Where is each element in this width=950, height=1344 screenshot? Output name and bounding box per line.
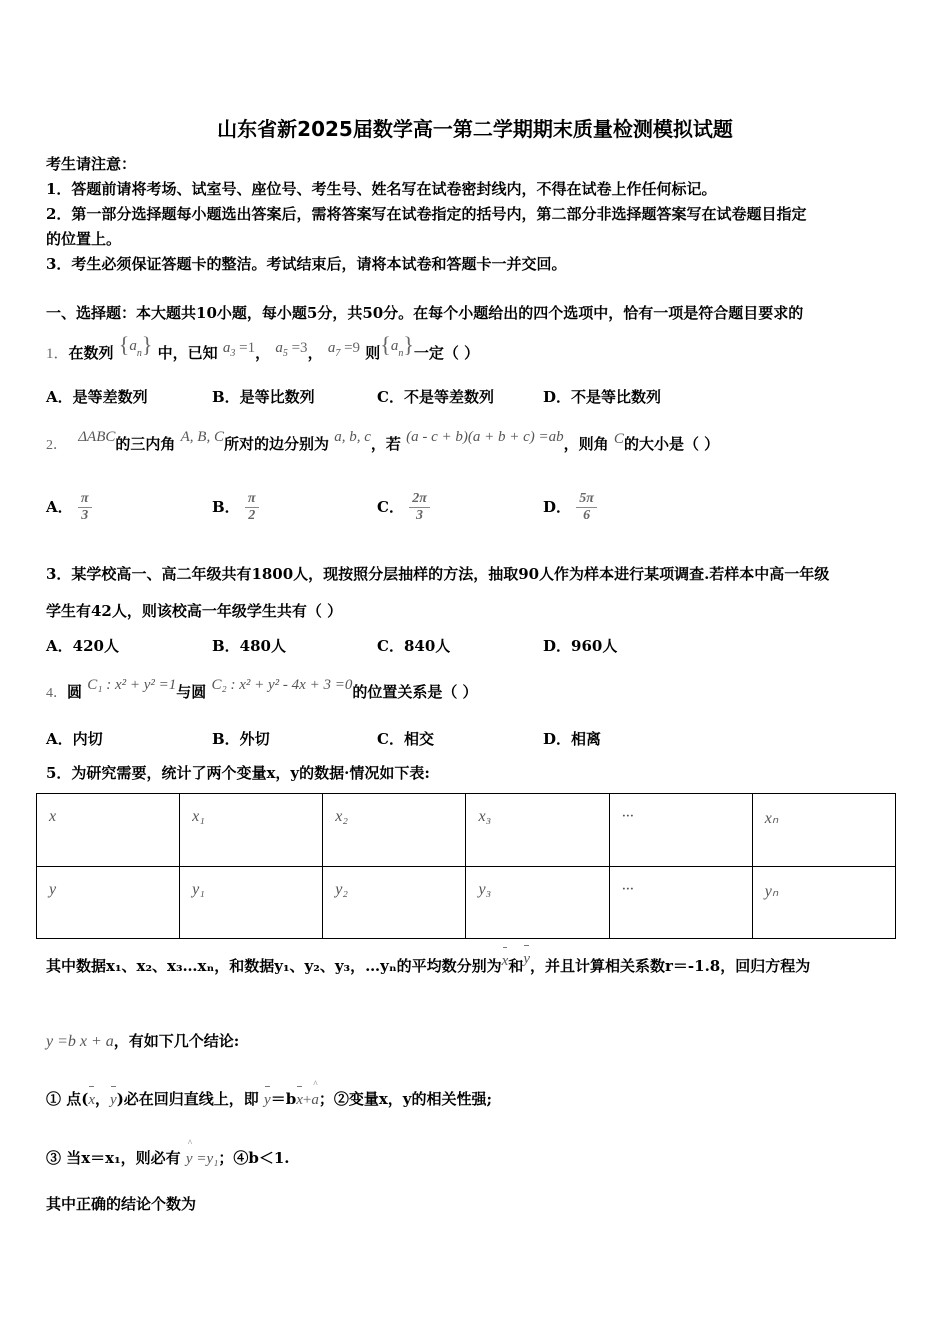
q1-text-3: 则 [365,344,381,362]
table-cell [37,794,180,867]
q5-c1-ybar: y [110,1092,117,1108]
q3-option-d[interactable]: D．960人 [543,637,618,655]
q5-para-1 [46,951,811,976]
q5-conclusion-1-2 [46,1088,492,1109]
q5-ybar: y [523,951,530,967]
q2-text-3: ，若 [370,435,401,453]
q2-option-b-frac [245,491,259,524]
notice-item-2: 2．第一部分选择题每小题选出答案后，需将答案写在试卷指定的括号内，第二部分非选择题答案写在试卷题目指定 [46,205,807,223]
table-cell [466,866,609,939]
q2-angles: A, B, C [180,429,224,445]
q2-option-c-label: C． [377,498,404,516]
q2-option-a-den: 3 [81,508,89,523]
q1-option-d[interactable]: D．不是等比数列 [543,388,662,406]
q5-xbar: x [501,953,509,969]
q2-option-d-den: 6 [583,508,591,523]
q2-option-c[interactable] [377,486,430,524]
q4-stem [46,677,478,702]
notice-heading: 考生请注意： [46,155,137,173]
q3-line-2: 学生有42人，则该校高一年级学生共有（ ） [46,602,343,620]
q1-text-2: 中，已知 [157,344,218,362]
cell-y2: y₂ [335,880,348,898]
q2-option-a-frac [78,491,92,524]
q2-option-d[interactable] [543,486,597,524]
table-cell [323,794,466,867]
q5-regression-line [46,1030,239,1051]
q1-seq-2-sub: n [398,348,404,359]
cell-xn: xₙ [764,810,779,827]
q2-option-c-den: 3 [416,508,424,523]
q4-text-2: 与圆 [176,683,207,701]
q4-option-b[interactable]: B．外切 [212,730,270,748]
q4-option-d[interactable]: D．相离 [543,730,602,748]
q3-option-a[interactable]: A．420人 [46,637,119,655]
q1-cond-1-sub: 3 [230,348,236,359]
q5-regression-tail: ，有如下几个结论: [113,1032,240,1050]
table-row-y [37,866,896,939]
table-cell [37,866,180,939]
q2-text-5: 的大小是（ ） [623,435,720,453]
q4-circle-1: C₁ : x² + y² =1 [87,677,177,693]
q1-option-b[interactable]: B．是等比数列 [212,388,315,406]
q3-option-b[interactable]: B．480人 [212,637,286,655]
q2-option-a-label: A． [46,498,73,516]
table-cell [609,794,752,867]
q2-option-b-label: B． [212,498,240,516]
q2-text-4: ，则角 [563,435,609,453]
q5-c1-c: )必在回归直线上，即 [116,1090,259,1108]
table-cell [752,794,895,867]
q5-para-1-tail: ，并且计算相关系数r＝-1.8，回归方程为 [530,957,811,975]
cell-x-ellipsis: ··· [621,808,634,825]
q1-cond-3: a [327,340,336,356]
q2-option-c-frac [409,491,430,524]
q5-c1-f: ；②变量x，y的相关性强; [318,1090,493,1108]
q5-c1-ybar-2: y [264,1092,271,1108]
q5-c1-ahat: ^ a [311,1092,319,1109]
q4-number: 4． [46,686,67,701]
q2-option-b[interactable] [212,486,259,524]
table-cell [180,794,323,867]
q1-cond-1: a [222,340,231,356]
cell-x2: x₂ [335,808,348,825]
cell-x-label: x [49,808,57,825]
q5-conclusion-3-4 [46,1147,289,1168]
q2-option-d-label: D． [543,498,572,516]
q5-c1-xbar: x [88,1092,95,1108]
q5-c1-d: ＝b [270,1090,297,1108]
section1-heading: 一、选择题：本大题共10小题，每小题5分，共50分。在每个小题给出的四个选项中，恰有一项是符合题目要求的 [46,304,804,322]
data-table [36,793,896,939]
cell-x3: x₃ [478,808,492,825]
notice-item-2-cont: 的位置上。 [46,230,122,248]
table-cell [466,794,609,867]
q1-seq-sub: n [136,348,142,359]
q2-angle-c: C [613,431,624,447]
q1-seq: a [129,338,137,354]
q2-number: 2． [46,438,67,453]
q3-line-1: 3．某学校高一、高二年级共有1800人，现按照分层抽样的方法，抽取90人作为样本进行某项调查.若样本中高一年级 [46,565,830,583]
q2-triangle: ΔABC [78,429,116,445]
page-title: 山东省新2025届数学高一第二学期期末质量检测模拟试题 [217,117,733,141]
table-cell [609,866,752,939]
q1-sep-1: ， [255,344,271,362]
q1-cond-2-eq: =3 [287,340,308,356]
q1-cond-1-eq: =1 [235,340,256,356]
q5-para-1-text: 其中数据x₁、x₂、x₃…xₙ，和数据y₁、y₂、y₃，…yₙ的平均数分别为 [46,957,502,975]
table-cell [180,866,323,939]
q2-option-d-num: 5π [576,491,597,508]
q4-circle-2: C₂ : x² + y² - 4x + 3 =0 [211,677,353,693]
table-cell [752,866,895,939]
table-row-x [37,794,896,867]
q2-condition: (a - c + b)(a + b + c) =ab [406,429,564,445]
table-cell [323,866,466,939]
q1-option-a[interactable]: A．是等差数列 [46,388,148,406]
q1-seq-2: a [390,338,399,354]
q1-cond-3-eq: =9 [340,340,361,356]
q2-text-1: 的三内角 [115,435,176,453]
cell-y3: y₃ [478,880,492,898]
q2-stem [46,429,720,454]
q1-sep-2: ， [307,344,323,362]
q5-c1-b: ， [95,1090,111,1108]
q5-intro: 5．为研究需要，统计了两个变量x，y的数据·情况如下表: [46,764,430,782]
q2-option-c-num: 2π [409,491,430,508]
q1-text-4: 一定（ ） [413,344,480,362]
q1-number: 1． [46,346,69,362]
q2-option-d-frac [576,491,597,524]
q5-regression-equation: y =b x + a [46,1033,114,1050]
cell-x1: x₁ [192,808,205,825]
q4-option-a[interactable]: A．内切 [46,730,103,748]
q2-option-a[interactable] [46,486,92,524]
q2-sides: a, b, c [334,429,371,445]
q2-option-b-num: π [245,491,259,508]
q5-c3-equation: ^ y =y₁ [186,1151,218,1168]
q2-text-2: 所对的边分别为 [223,435,329,453]
q5-and: 和 [508,957,524,975]
q1-cond-2: a [275,340,283,356]
q5-c1-xbar-2: x [296,1092,303,1108]
cell-y-label: y [49,880,57,898]
q4-option-c[interactable]: C．相交 [377,730,434,748]
q4-text-1: 圆 [67,683,83,701]
q5-final: 其中正确的结论个数为 [46,1195,197,1213]
notice-item-1: 1．答题前请将考场、试室号、座位号、考生号、姓名写在试卷密封线内，不得在试卷上作任何标记。 [46,180,717,198]
q4-text-3: 的位置关系是（ ） [352,683,478,701]
q1-text-1: 在数列 [68,344,114,362]
q1-option-c[interactable]: C．不是等差数列 [377,388,494,406]
cell-y-ellipsis: ··· [621,880,634,898]
q1-cond-2-sub: 5 [282,348,288,359]
q1-stem: 1．在数列 $\{a_n\}$ 中，已知 $a_3 =1$， $a_5 =3$， $a_7 =9$ 则$\{a_n\}$一定（ ） [46,332,480,362]
q2-option-b-den: 2 [248,508,256,523]
q5-c1-a: ① 点( [46,1090,89,1108]
cell-yn: yₙ [764,882,779,900]
q3-option-c[interactable]: C．840人 [377,637,451,655]
notice-item-3: 3．考生必须保证答题卡的整洁。考试结束后，请将本试卷和答题卡一并交回。 [46,255,567,273]
q5-c3-c: ；④b＜1. [218,1149,290,1167]
q5-c1-plus: + [302,1092,312,1108]
q2-option-a-num: π [78,491,92,508]
cell-y1: y₁ [192,880,205,898]
q1-cond-3-sub: 7 [335,348,341,359]
q5-c3-a: ③ 当x＝x₁，则必有 [46,1149,181,1167]
